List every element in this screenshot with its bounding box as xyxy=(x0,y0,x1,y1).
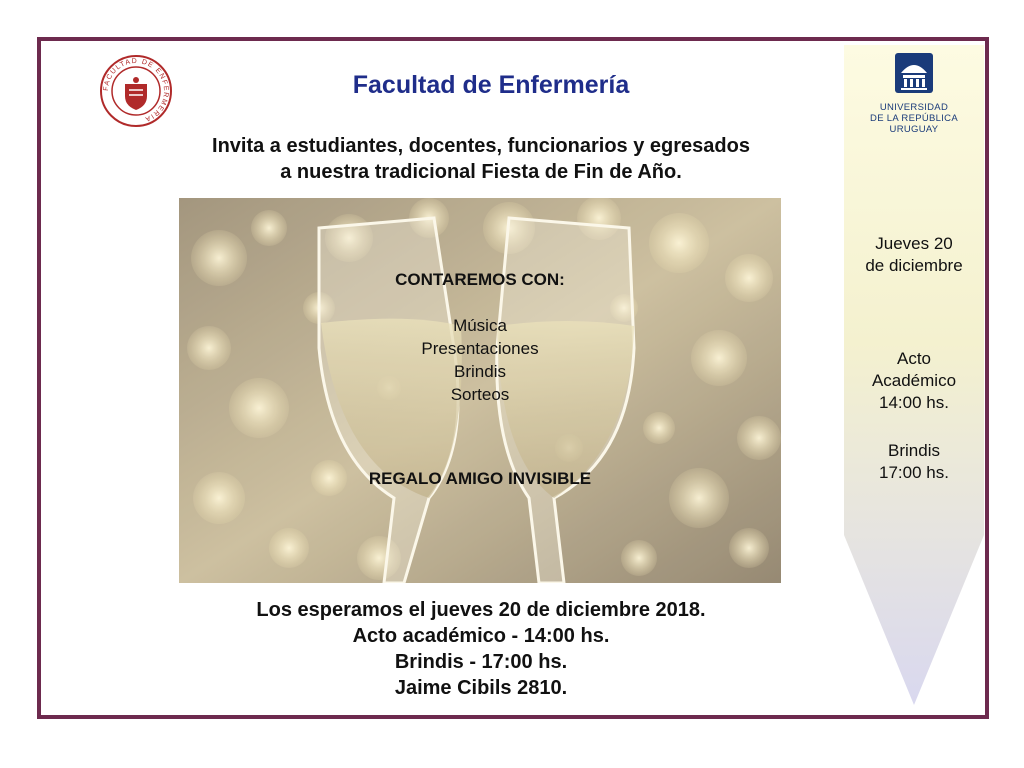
detail-line: Jaime Cibils 2810. xyxy=(394,677,568,699)
university-name xyxy=(859,102,969,135)
detail-line: Brindis - 17:00 hs. xyxy=(394,651,568,673)
sidebar-line: Académico xyxy=(871,371,957,390)
invitation-card xyxy=(37,37,989,719)
detail-line: Acto académico - 14:00 hs. xyxy=(352,625,610,647)
invitation-line: Invita a estudiantes, docentes, funcionarios y egresados xyxy=(212,135,750,157)
detail-line: Los esperamos el jueves 20 de diciembre 2018. xyxy=(256,599,706,621)
page-title: Facultad de Enfermería xyxy=(352,71,630,99)
photo-item: Brindis xyxy=(454,362,506,381)
photo-item: Presentaciones xyxy=(421,339,539,358)
university-name-line: URUGUAY xyxy=(889,124,939,135)
sidebar-acto xyxy=(844,348,984,414)
photo-item: Sorteos xyxy=(450,385,510,404)
sidebar-line: Brindis xyxy=(888,441,940,460)
faculty-seal-icon xyxy=(99,54,173,128)
champagne-photo xyxy=(179,198,781,583)
university-logo xyxy=(859,51,969,135)
photo-item: Música xyxy=(453,316,507,335)
sidebar-date xyxy=(844,233,984,277)
invitation-line: a nuestra tradicional Fiesta de Fin de Año. xyxy=(280,161,682,183)
sidebar-line: Jueves 20 xyxy=(875,234,953,253)
photo-extra: REGALO AMIGO INVISIBLE xyxy=(368,469,592,488)
seal-lettering: FACULTAD DE ENFERMERIA xyxy=(102,57,170,123)
sidebar-line: Acto xyxy=(896,349,932,368)
event-details xyxy=(121,597,841,701)
invitation-text xyxy=(121,133,841,185)
university-name-line: UNIVERSIDAD xyxy=(879,102,949,113)
sidebar-line: de diciembre xyxy=(865,256,963,275)
university-emblem-icon xyxy=(893,51,935,95)
sidebar-line: 17:00 hs. xyxy=(879,463,949,482)
sidebar-brindis xyxy=(844,440,984,484)
sidebar-line: 14:00 hs. xyxy=(879,393,949,412)
university-name-line: DE LA REPÚBLICA xyxy=(870,113,958,124)
photo-heading: CONTAREMOS CON: xyxy=(395,270,565,289)
